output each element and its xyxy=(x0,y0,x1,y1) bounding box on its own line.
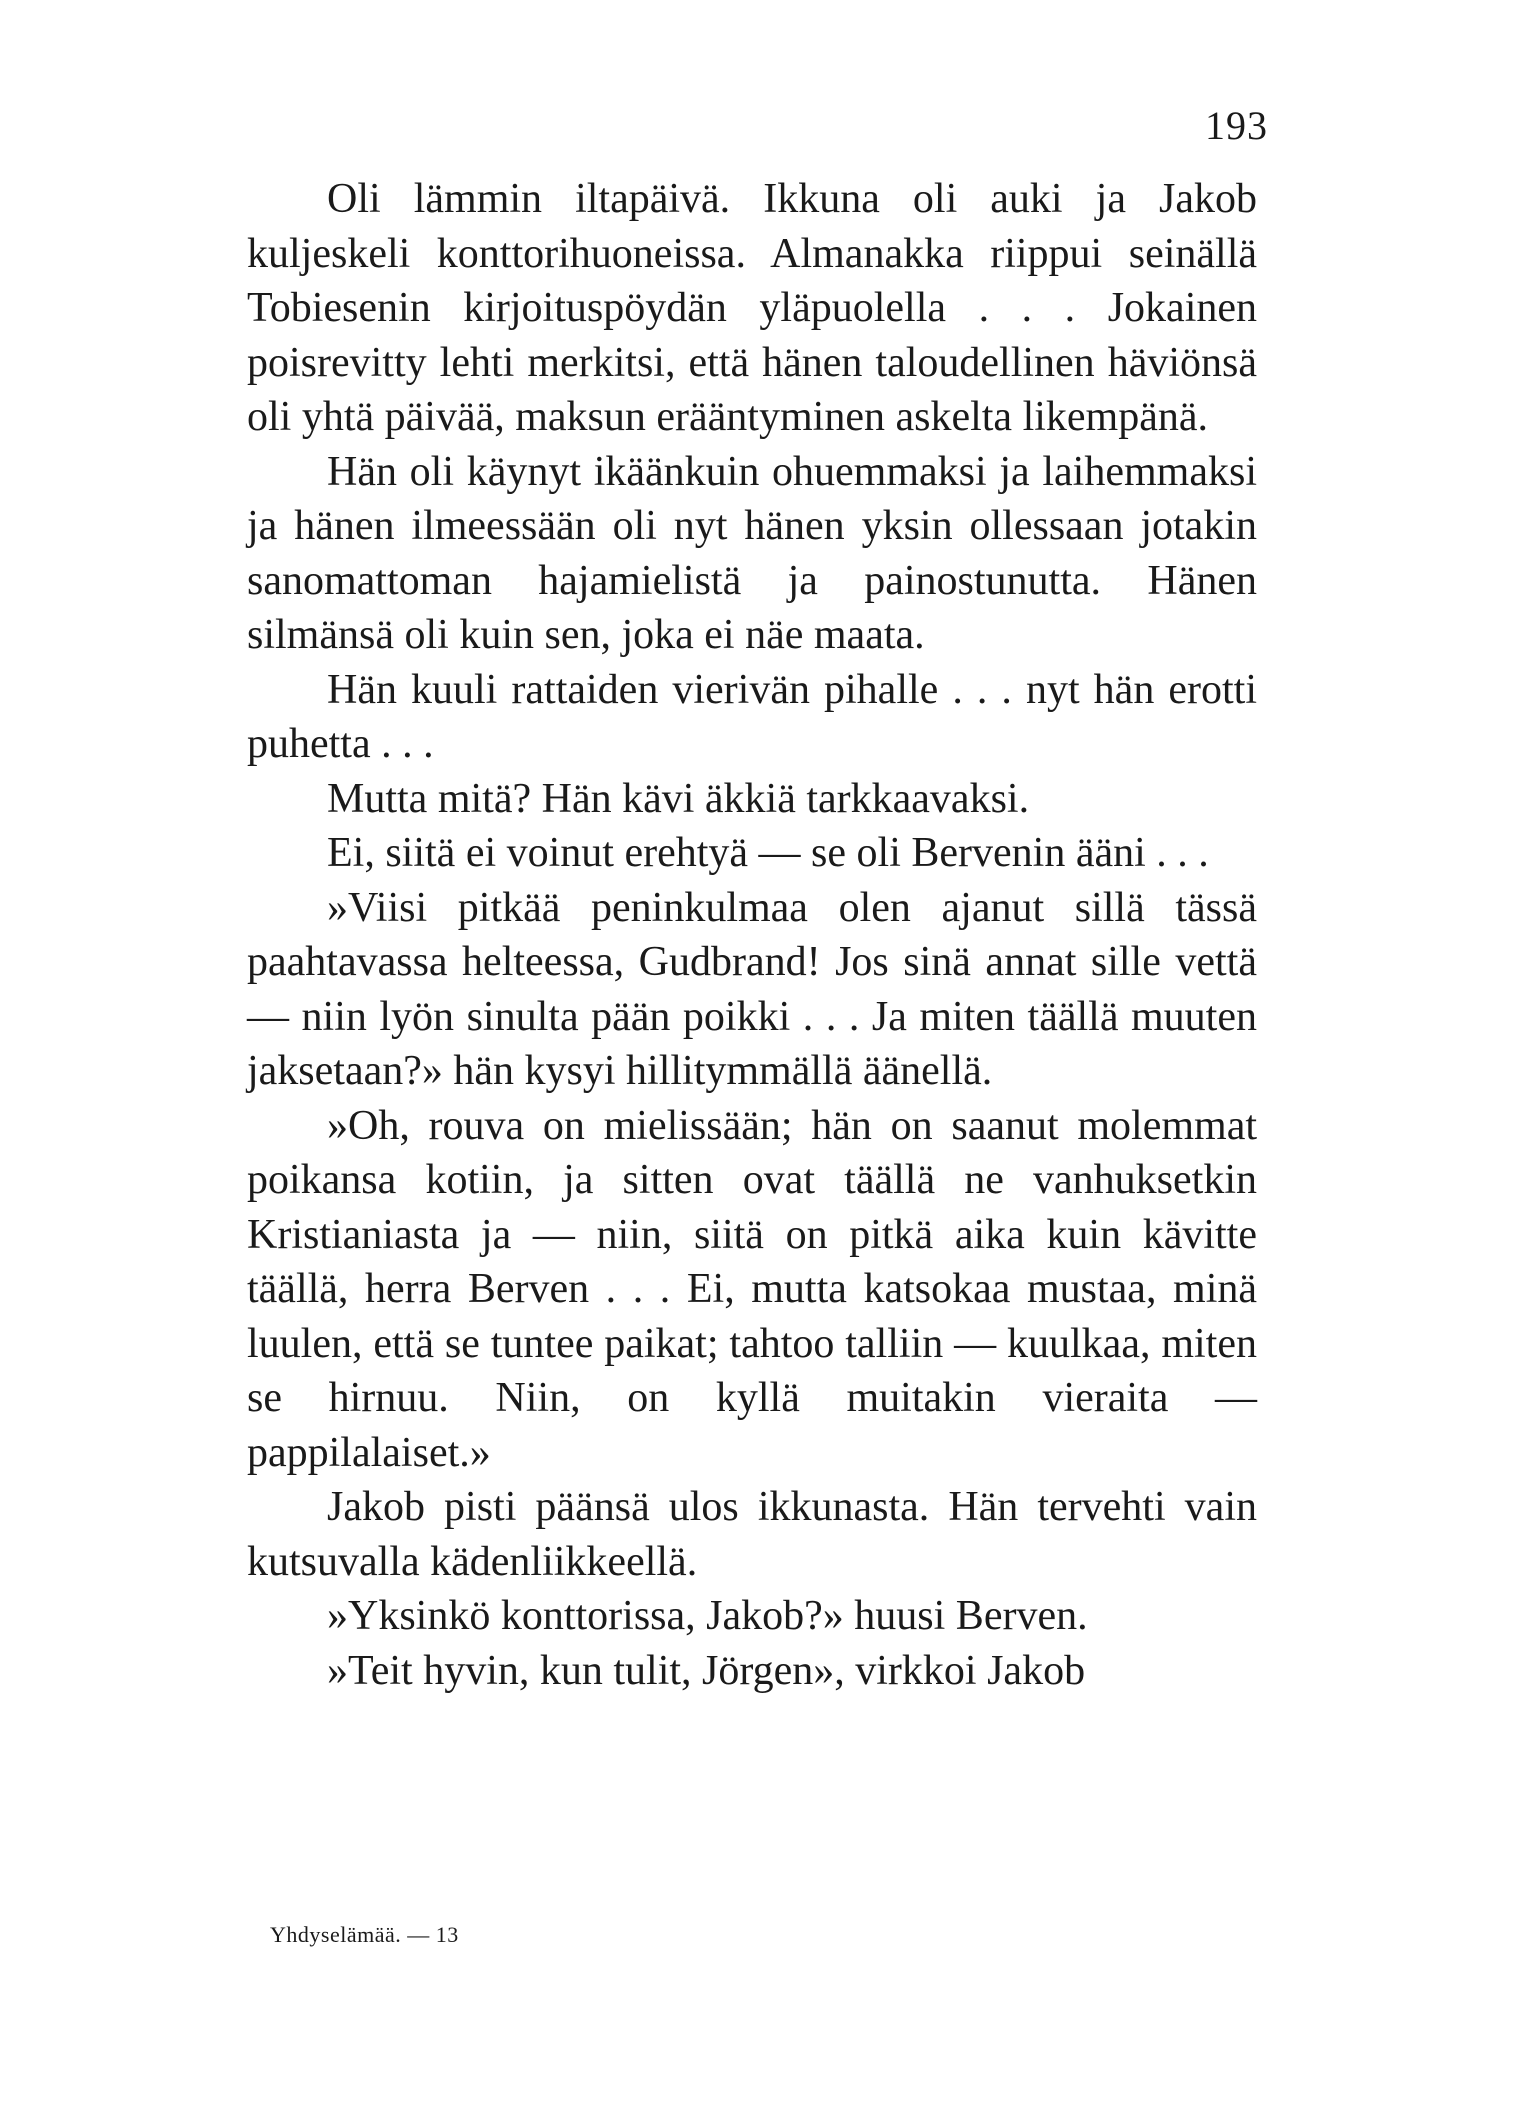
paragraph-6: »Viisi pitkää peninkulmaa olen ajanut sillä tässä paahtavassa helteessa, Gudbrand! Jos sinä annat sille vettä — niin lyön sinulta pään poikki . . . Ja miten täällä muuten jaksetaan?» hän kysyi hillitymmällä äänellä. xyxy=(247,884,1257,1094)
page-number: 193 xyxy=(1205,103,1268,148)
paragraph-2: Hän oli käynyt ikäänkuin ohuemmaksi ja laihemmaksi ja hänen ilmeessään oli nyt hänen yksin ollessaan jotakin sanomattoman hajamielistä ja painostunutta. Hänen silmänsä oli kuin sen, joka ei näe maata. xyxy=(247,448,1257,658)
signature-mark: Yhdyselämää. — 13 xyxy=(270,1922,459,1947)
paragraph-10: »Teit hyvin, kun tulit, Jörgen», virkkoi Jakob xyxy=(327,1647,1086,1694)
paragraph-1: Oli lämmin iltapäivä. Ikkuna oli auki ja Jakob kuljeskeli konttorihuoneissa. Almanakka riippui seinällä Tobiesenin kirjoituspöydän yläpuolella . . . Jokainen poisrevitty lehti merkitsi, että hänen taloudellinen häviönsä oli yhtä päivää, maksun erääntyminen askelta likempänä. xyxy=(247,176,1257,440)
paragraph-7: »Oh, rouva on mielissään; hän on saanut molemmat poikansa kotiin, ja sitten ovat täällä ne vanhuksetkin Kristianiasta ja — niin, siitä on pitkä aika kuin kävitte täällä, herra Berven . . . Ei, mutta katsokaa mustaa, minä luulen, että se tuntee paikat; tahtoo talliin — kuulkaa, miten se hirnuu. Niin, on kyllä muitakin vieraita — pappilalaiset.» xyxy=(247,1102,1257,1476)
body-text xyxy=(247,172,1257,1698)
paragraph-3: Hän kuuli rattaiden vierivän pihalle . . . nyt hän erotti puhetta . . . xyxy=(247,666,1257,767)
paragraph-8: Jakob pisti päänsä ulos ikkunasta. Hän tervehti vain kutsuvalla kädenliikkeellä. xyxy=(247,1484,1257,1585)
paragraph-9: »Yksinkö konttorissa, Jakob?» huusi Berven. xyxy=(327,1593,1088,1639)
paragraph-5: Ei, siitä ei voinut erehtyä — se oli Bervenin ääni . . . xyxy=(327,830,1209,876)
paragraph-4: Mutta mitä? Hän kävi äkkiä tarkkaavaksi. xyxy=(327,775,1030,822)
